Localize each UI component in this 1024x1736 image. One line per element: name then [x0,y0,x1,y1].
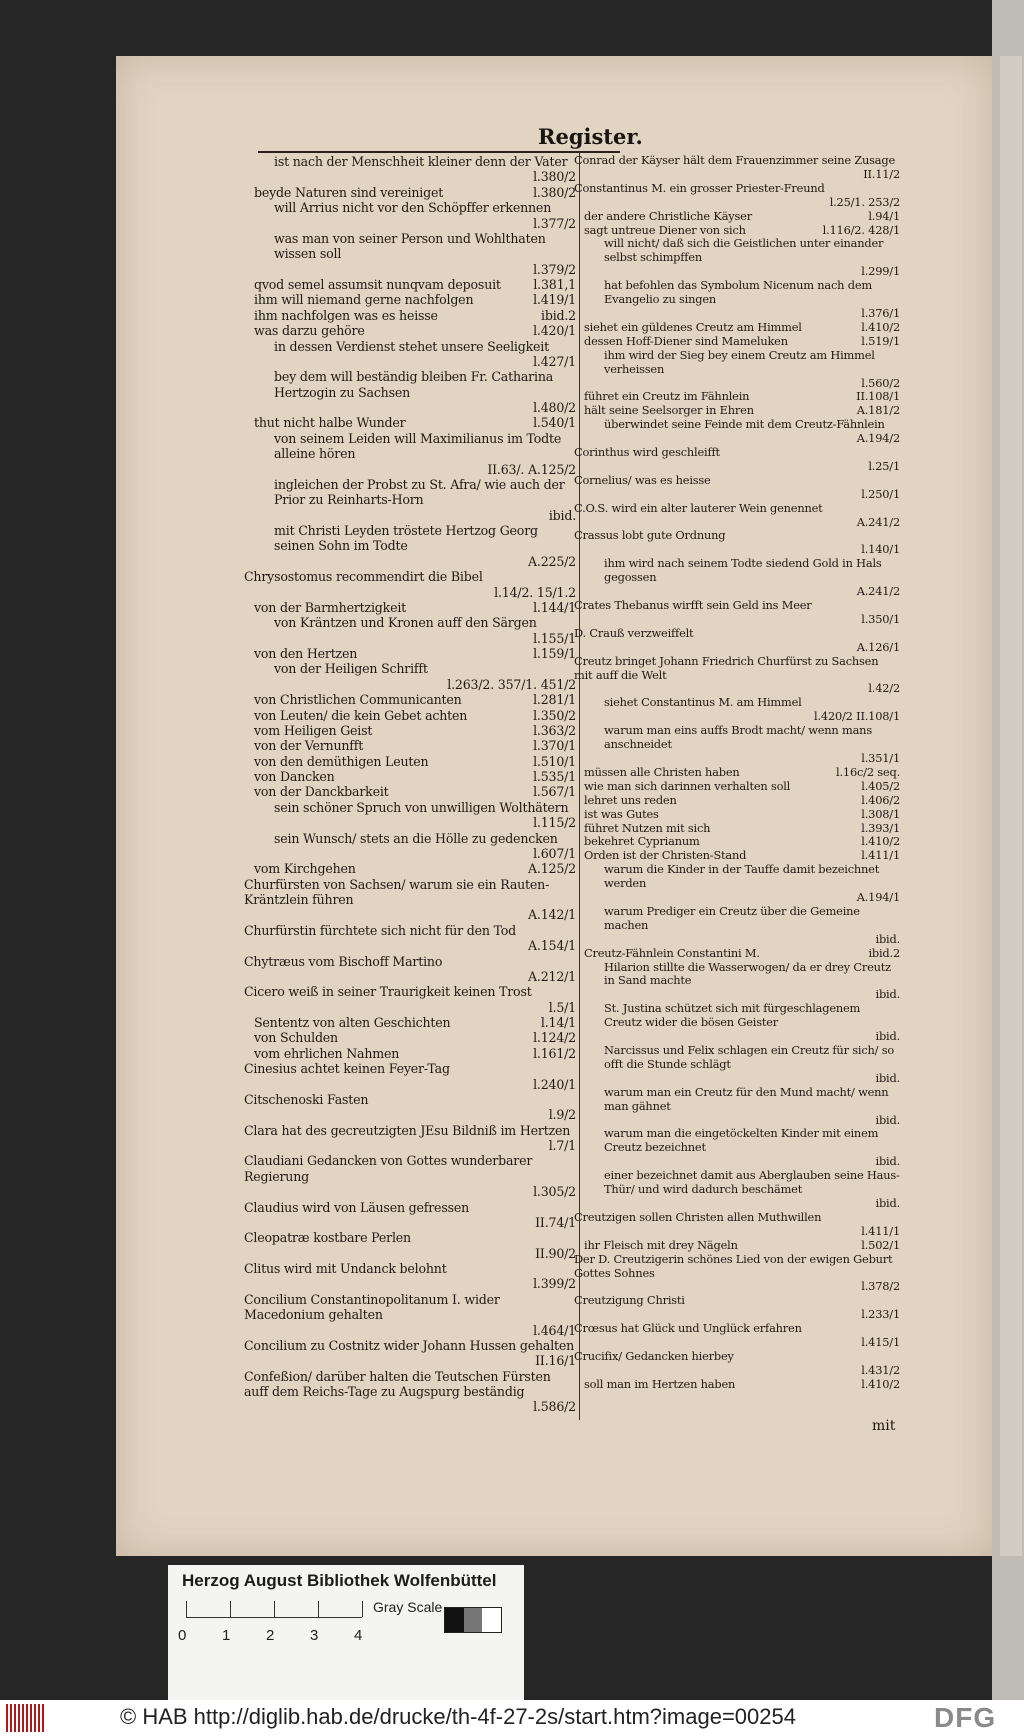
entry-reference: l.415/1 [861,1335,900,1350]
entry-text: vom ehrlichen Nahmen [254,1045,400,1061]
entry-text: St. Justina schützet sich mit fürgeschlagenem Creutz wider die bösen Geister [604,1001,861,1030]
entry-text: C.O.S. wird ein alter lauterer Wein genennet [574,500,823,515]
index-entry [584,808,900,822]
index-entry [584,1239,900,1253]
index-entry [244,1199,576,1231]
entry-text: Cornelius/ was es heisse [574,472,711,487]
index-entry [584,794,900,808]
index-entry [584,1127,900,1169]
entry-reference: A.241/2 [856,584,900,599]
entry-text: Cicero weiß in seiner Traurigkeit keinen Trost [244,984,532,1000]
index-entry [574,598,900,627]
entry-reference: ibid. [875,1070,900,1085]
entry-reference: l.502/1 [861,1237,900,1252]
entry-reference: l.14/2. 15/1.2 [494,584,576,600]
entry-reference: A.125/2 [528,861,576,877]
gray-scale-label: Gray Scale [373,1599,443,1615]
index-entry [254,615,576,646]
entry-reference: A.194/1 [856,890,900,905]
index-entry [574,472,900,502]
entry-text: hat befohlen das Symbolum Nicenum nach dem Evangelio zu singen [604,278,872,307]
index-entry [584,390,900,404]
entry-reference: l.410/2 [861,319,900,334]
adjacent-page [1000,56,1022,1556]
entry-reference: l.378/2 [861,1279,900,1294]
library-name: Herzog August Bibliothek Wolfenbüttel [182,1571,497,1590]
entry-text: Hilarion stillte die Wasserwogen/ da er drey Creutz in Sand machte [604,959,891,988]
index-entry [254,1030,576,1045]
ruler-number: 1 [222,1627,231,1644]
index-entry [574,1293,900,1322]
entry-reference: ibid. [875,1112,900,1127]
entry-reference: l.350/1 [861,611,900,626]
index-entry [244,1091,576,1123]
index-entry [254,292,576,307]
entry-text: Confeßion/ darüber halten die Teutschen Fürsten auff dem Reichs-Tage zu Augspurg beständig [244,1368,551,1399]
entry-text: Chrysostomus recommendirt die Bibel [244,569,483,585]
index-entry [254,800,576,831]
entry-text: Concilium zu Costnitz wider Johann Hussen gehalten [244,1337,575,1353]
entry-reference: l.399/2 [533,1276,576,1292]
entry-reference: l.299/1 [861,264,900,279]
entry-reference: A.225/2 [528,553,576,569]
entry-reference: l.263/2. 357/1. 451/2 [447,676,576,692]
index-entry [254,646,576,661]
index-entry [254,231,576,277]
index-entry [584,404,900,418]
entry-text: von der Vernunfft [254,738,364,754]
index-entry [254,369,576,415]
entry-reference: l.464/1 [533,1322,576,1338]
entry-text: ist was Gutes [584,806,659,821]
entry-text: Narcissus und Felix schlagen ein Creutz für sich/ so offt die Stunde schlägt [604,1043,894,1071]
entry-reference: l.144/1 [533,599,576,615]
entry-text: sagt untreue Diener von sich [584,222,746,237]
entry-reference: A.142/1 [528,907,576,923]
entry-text: von der Danckbarkeit [254,784,389,800]
entry-text: bey dem will beständig bleiben Fr. Catharina Hertzogin zu Sachsen [274,369,554,400]
entry-text: D. Crauß verzweiffelt [574,625,694,640]
entry-text: ihm nachfolgen was es heisse [254,307,438,323]
entry-text: ihr Fleisch mit drey Nägeln [584,1237,738,1252]
entry-text: von Dancken [254,769,335,784]
index-entry [584,557,900,599]
entry-text: was darzu gehöre [254,323,365,339]
index-entry [584,1086,900,1128]
entry-reference: l.535/1 [533,769,576,784]
entry-text: von Schulden [254,1030,338,1046]
index-entry [574,180,900,210]
index-entry [574,653,900,697]
index-entry [584,947,900,961]
entry-text: Citschenoski Fasten [244,1091,369,1107]
entry-text: von Christlichen Communicanten [254,692,462,708]
index-entry [244,1291,576,1338]
index-entry [244,922,576,954]
index-entry [584,237,900,279]
entry-text: Crassus lobt gute Ordnung [574,528,726,543]
index-entry [244,1122,576,1154]
index-entry [244,1230,576,1261]
entry-reference: l.308/1 [861,806,900,821]
entry-text: vom Kirchgehen [254,861,356,877]
entry-text: Creutzigen sollen Christen allen Muthwillen [574,1209,822,1224]
entry-reference: ibid. [875,1029,900,1044]
index-entry [244,984,576,1015]
page-header-title: Register. [538,124,643,149]
entry-reference: ibid. [548,507,576,523]
entry-reference: l.431/2 [861,1362,900,1377]
ruler-number: 0 [178,1627,187,1644]
index-entry [254,1046,576,1061]
entry-reference: l.363/2 [533,722,576,738]
index-entry [254,277,576,292]
entry-text: Crates Thebanus wirfft sein Geld ins Meer [574,598,812,612]
index-entry [254,200,576,231]
entry-text: will nicht/ daß sich die Geistlichen unter einander selbst schimpffen [604,236,884,265]
index-entry [574,445,900,474]
entry-text: dessen Hoff-Diener sind Mameluken [584,333,788,348]
index-entry [244,1337,576,1369]
entry-text: will Arrius nicht vor den Schöpffer erkennen [274,200,552,216]
index-entry [584,1044,900,1086]
entry-reference: l.406/2 [861,792,900,807]
library-scale-card [168,1565,524,1705]
entry-text: führet Nutzen mit sich [584,820,711,835]
index-entry [574,528,900,557]
footer-citation[interactable]: © HAB http://diglib.hab.de/drucke/th-4f-27-2s/start.htm?image=00254 [120,1704,796,1729]
ruler-number: 4 [354,1627,363,1644]
entry-text: thut nicht halbe Wunder [254,415,406,431]
index-entry [254,723,576,738]
entry-reference: l.233/1 [861,1307,900,1322]
index-entry [584,279,900,321]
index-entry [244,1261,576,1292]
entry-reference: l.379/2 [533,261,576,277]
entry-reference: II.11/2 [863,166,900,181]
ruler-number: 2 [266,1627,275,1644]
index-entry [254,769,576,784]
index-entry [254,154,576,185]
dfg-logo: DFG [934,1702,997,1733]
entry-reference: A.212/1 [528,968,576,984]
index-entry [244,1368,576,1415]
index-entry [584,724,900,766]
index-entry [254,323,576,338]
entry-text: Cinesius achtet keinen Feyer-Tag [244,1061,450,1077]
entry-text: soll man im Hertzen haben [584,1376,736,1391]
index-entry [574,625,900,655]
entry-text: ist nach der Menschheit kleiner denn der Vater [274,154,568,169]
entry-reference: II.74/1 [535,1214,576,1230]
entry-reference: l.405/2 [861,778,900,793]
index-entry [254,738,576,753]
entry-text: Orden ist der Christen-Stand [584,848,747,863]
entry-text: Chytræus vom Bischoff Martino [244,953,443,969]
entry-text: ihm will niemand gerne nachfolgen [254,292,474,308]
entry-text: von seinem Leiden will Maximilianus im Todte alleine hören [274,430,562,462]
entry-text: Claudiani Gedancken von Gottes wunderbarer Regierung [244,1153,533,1184]
index-entry [254,308,576,323]
index-entry [584,835,900,849]
entry-reference: II.63/. A.125/2 [487,461,576,477]
index-entry [584,961,900,1003]
entry-reference: l.250/1 [861,486,900,501]
entry-text: siehet Constantinus M. am Himmel [604,695,802,710]
entry-reference: A.194/2 [856,431,900,446]
entry-text: sein schöner Spruch von unwilligen Wolthätern [274,799,569,815]
barcode-icon [6,1704,46,1732]
entry-text: ingleichen der Probst zu St. Afra/ wie auch der Prior zu Reinharts-Horn [274,476,565,508]
index-entry [244,569,576,600]
entry-reference: l.411/1 [861,1223,900,1238]
entry-text: Claudius wird von Läusen gefressen [244,1199,470,1215]
index-entry [584,1002,900,1044]
index-entry [254,415,576,430]
entry-text: Clitus wird mit Undanck belohnt [244,1261,447,1276]
entry-reference: l.380/2 [533,169,576,185]
entry-reference: l.419/1 [533,292,576,308]
entry-text: von der Barmhertzigkeit [254,599,407,615]
entry-reference: ibid. [875,987,900,1002]
entry-reference: l.281/1 [533,692,576,708]
ruler-scale [186,1601,396,1621]
entry-text: Constantinus M. ein grosser Priester-Freund [574,180,825,195]
entry-reference: A.154/1 [528,938,576,954]
entry-reference: l.427/1 [533,353,576,369]
entry-text: von der Heiligen Schrifft [274,661,428,677]
index-entry [254,431,576,477]
index-entry [574,1209,900,1239]
index-entry [584,849,900,863]
footer-bar [0,1700,1024,1736]
entry-text: müssen alle Christen haben [584,764,740,779]
entry-reference: II.16/1 [535,1353,576,1369]
entry-reference: l.420/2 II.108/1 [814,709,900,724]
index-entry [584,1169,900,1211]
index-entry [244,1153,576,1200]
index-entry [254,831,576,862]
entry-reference: l.305/2 [533,1184,576,1200]
index-entry [584,822,900,836]
entry-reference: l.381,1 [533,277,576,292]
entry-text: überwindet seine Feinde mit dem Creutz-Fähnlein [604,417,885,432]
entry-reference: l.159/1 [533,646,576,661]
index-entry [244,1061,576,1092]
entry-reference: l.370/1 [533,738,576,754]
index-entry [254,754,576,769]
index-entry [254,661,576,692]
index-entry [254,1015,576,1030]
entry-text: bekehret Cyprianum [584,834,700,849]
entry-reference: l.567/1 [533,784,576,800]
index-entry [254,600,576,615]
index-entry [574,500,900,530]
entry-reference: l.115/2 [533,815,576,831]
entry-reference: ibid.2 [868,945,900,960]
entry-text: warum Prediger ein Creutz über die Gemeine machen [604,903,860,932]
entry-reference: l.25/1. 253/2 [829,194,900,209]
index-entry [254,692,576,707]
entry-reference: l.14/1 [540,1015,576,1030]
index-entry [254,784,576,799]
index-entry [574,1348,900,1378]
index-entry [244,953,576,985]
entry-reference: l.586/2 [533,1399,576,1415]
index-entry [254,477,576,523]
entry-reference: l.94/1 [868,208,900,223]
entry-reference: l.376/1 [861,305,900,320]
entry-text: ihm wird nach seinem Todte siedend Gold in Hals gegossen [604,556,882,585]
entry-reference: II.90/2 [535,1245,576,1261]
entry-text: Churfürsten von Sachsen/ warum sie ein Rauten-Kräntzlein führen [244,876,550,907]
entry-reference: l.410/2 [861,1376,900,1391]
entry-text: von den Hertzen [254,646,358,661]
entry-reference: ibid.2 [541,307,576,323]
entry-reference: l.25/1 [868,458,900,473]
entry-text: Der D. Creutzigerin schönes Lied von der ewigen Geburt Gottes Sohnes [574,1251,893,1280]
index-entry [584,210,900,224]
catchword: mit [872,1418,896,1434]
entry-reference: l.161/2 [533,1045,576,1061]
index-entry [254,185,576,200]
entry-text: Clara hat des gecreutzigten JEsu Bildniß im Hertzen [244,1122,571,1138]
entry-text: der andere Christliche Käyser [584,208,752,223]
entry-text: von den demüthigen Leuten [254,753,429,769]
entry-text: sein Wunsch/ stets an die Hölle zu gedencken [274,830,558,846]
entry-reference: l.350/2 [533,707,576,723]
entry-text: Creutzigung Christi [574,1293,685,1308]
entry-reference: l.420/1 [533,323,576,339]
entry-text: von Kräntzen und Kronen auff den Särgen [274,615,537,631]
right-index-column [574,153,900,1392]
entry-reference: l.480/2 [533,400,576,415]
entry-text: ihm wird der Sieg bey einem Creutz am Himmel verheissen [604,347,875,376]
index-entry [574,153,900,182]
entry-text: Conrad der Käyser hält dem Frauenzimmer seine Zusage [574,153,896,167]
entry-reference: l.116/2. 428/1 [822,222,900,237]
index-entry [244,876,576,923]
entry-text: hält seine Seelsorger in Ehren [584,403,754,418]
entry-text: qvod semel assumsit nunqvam deposuit [254,277,501,292]
index-entry [574,1251,900,1295]
entry-text: von Leuten/ die kein Gebet achten [254,707,468,723]
entry-text: lehret uns reden [584,792,677,807]
index-entry [254,523,576,569]
index-entry [584,863,900,905]
index-entry [584,335,900,349]
entry-text: was man von seiner Person und Wohlthaten wissen soll [274,230,546,262]
entry-reference: l.607/1 [533,845,576,861]
index-entry [584,780,900,794]
entry-reference: l.393/1 [861,820,900,835]
entry-text: Crœsus hat Glück und Unglück erfahren [574,1321,802,1336]
entry-reference: l.411/1 [861,848,900,863]
entry-text: Cleopatræ kostbare Perlen [244,1230,411,1246]
index-entry [584,321,900,335]
entry-text: Creutz bringet Johann Friedrich Churfürst zu Sachsen mit auff die Welt [574,653,879,682]
entry-text: beyde Naturen sind vereiniget [254,184,444,200]
index-entry [254,861,576,876]
index-entry [584,696,900,724]
index-entry [584,418,900,446]
entry-reference: l.380/2 [533,184,576,200]
entry-reference: l.510/1 [533,753,576,769]
entry-text: siehet ein güldenes Creutz am Himmel [584,319,802,334]
entry-reference: l.7/1 [548,1138,576,1153]
ruler-number: 3 [310,1627,319,1644]
entry-reference: l.155/1 [533,630,576,646]
entry-text: Creutz-Fähnlein Constantini M. [584,945,760,960]
entry-reference: l.140/1 [861,542,900,557]
index-entry [574,1321,900,1350]
entry-reference: A.126/1 [856,639,900,654]
entry-reference: l.9/2 [548,1107,576,1123]
gray-scale-swatches [444,1607,502,1633]
entry-text: wie man sich darinnen verhalten soll [584,778,791,793]
entry-reference: l.410/2 [861,834,900,849]
entry-text: Churfürstin fürchtete sich nicht für den Tod [244,922,517,938]
entry-reference: l.540/1 [533,415,576,431]
index-entry [584,349,900,391]
entry-text: Concilium Constantinopolitanum I. wider Macedonium gehalten [244,1291,500,1323]
entry-text: warum die Kinder in der Tauffe damit bezeichnet werden [604,862,880,891]
entry-reference: l.42/2 [868,681,900,696]
index-entry [584,224,900,238]
index-entry [584,1378,900,1392]
entry-text: führet ein Creutz im Fähnlein [584,389,750,404]
column-divider [579,152,580,1420]
entry-reference: l.5/1 [548,999,576,1015]
index-entry [584,766,900,780]
entry-reference: l.560/2 [861,375,900,390]
header-rule [258,151,620,153]
entry-text: Sententz von alten Geschichten [254,1015,451,1030]
entry-reference: A.241/2 [856,514,900,529]
entry-reference: ibid. [875,1195,900,1210]
entry-reference: ibid. [875,931,900,946]
entry-reference: l.519/1 [861,333,900,348]
entry-text: vom Heiligen Geist [254,722,373,738]
entry-reference: l.124/2 [533,1030,576,1046]
entry-reference: l.351/1 [861,750,900,765]
entry-reference: l.240/1 [533,1076,576,1092]
entry-text: in dessen Verdienst stehet unsere Seeligkeit [274,338,549,354]
entry-text: einer bezeichnet damit aus Aberglauben seine Haus-Thür/ und wird dadurch beschämet [604,1168,900,1197]
left-index-column [244,154,576,1415]
entry-reference: ibid. [875,1154,900,1169]
entry-reference: II.108/1 [856,389,900,404]
entry-reference: l.16c/2 seq. [836,764,900,779]
index-entry [584,905,900,947]
index-entry [254,339,576,370]
entry-text: warum man die eingetöckelten Kinder mit einem Creutz bezeichnet [604,1126,879,1155]
entry-reference: l.377/2 [533,215,576,231]
entry-text: Corinthus wird geschleifft [574,445,720,460]
index-entry [254,708,576,723]
entry-reference: A.181/2 [856,403,900,418]
entry-text: mit Christi Leyden tröstete Hertzog Georg seinen Sohn im Todte [274,523,538,554]
entry-text: warum man eins auffs Brodt macht/ wenn mans anschneidet [604,723,872,752]
entry-text: Crucifix/ Gedancken hierbey [574,1348,734,1363]
entry-text: warum man ein Creutz für den Mund macht/ wenn man gähnet [604,1084,889,1113]
